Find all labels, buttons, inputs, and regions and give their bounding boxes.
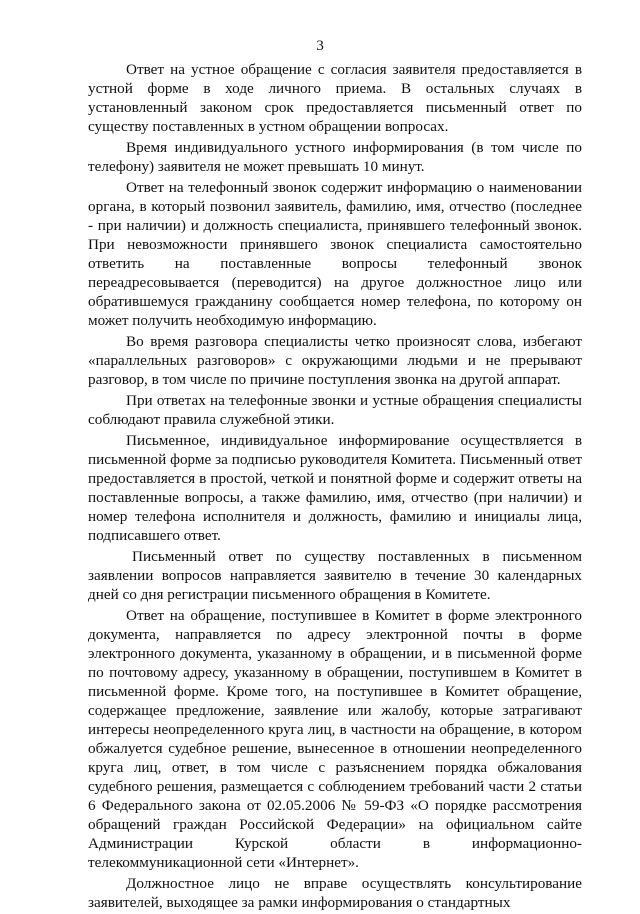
paragraph-electronic-response: Ответ на обращение, поступившее в Комитет в форме электронного документа, направляется по адресу электронной почты в форме электронного документа, указанному в обращении, и в письменной форме по почтовому адресу, указанному в обращении, поступившем в Комитет в письменной форме. Кроме того, на поступившее в Комитет обращение, содержащее предложение, заявление или жалобу, которые затрагивают интересы неопределенного круга лиц, в частности на обращение, в котором обжалуется судебное решение, вынесенное в отношении неопределенного круга лиц, ответ, в том числе с разъяснением порядка обжалования судебного решения, размещается с соблюдением требований части 2 статьи 6 Федерального закона от 02.05.2006 № 59-ФЗ «О порядке рассмотрения обращений граждан Российской Федерации» на официальном сайте Администрации Курской области в информационно-телекоммуникационной сети «Интернет». [88, 607, 582, 871]
document-body [88, 60, 582, 914]
page-number: 3 [316, 37, 324, 54]
paragraph-service-ethics: При ответах на телефонные звонки и устные обращения специалисты соблюдают правила служебной этики. [88, 392, 582, 428]
paragraph-written-info: Письменное, индивидуальное информирование осуществляется в письменной форме за подписью руководителя Комитета. Письменный ответ предоставляется в простой, четкой и понятной форме и содержит ответы на поставленные вопросы, а также фамилию, имя, отчество (при наличии) и номер телефона исполнителя и должность, фамилию и инициалы лица, подписавшего ответ. [88, 432, 582, 544]
paragraph-written-response-term: Письменный ответ по существу поставленных в письменном заявлении вопросов направляется заявителю в течение 30 календарных дней со дня регистрации письменного обращения в Комитете. [88, 548, 582, 603]
paragraph-official-restriction: Должностное лицо не вправе осуществлять консультирование заявителей, выходящее за рамки информирования о стандартных [88, 875, 582, 911]
paragraph-oral-time-limit: Время индивидуального устного информирования (в том числе по телефону) заявителя не может превышать 10 минут. [88, 139, 582, 175]
paragraph-oral-response: Ответ на устное обращение с согласия заявителя предоставляется в устной форме в ходе личного приема. В остальных случаях в установленный законом срок предоставляется письменный ответ по существу поставленных в устном обращении вопросах. [88, 61, 582, 135]
paragraph-conversation-rules: Во время разговора специалисты четко произносят слова, избегают «параллельных разговоров» с окружающими людьми и не прерывают разговор, в том числе по причине поступления звонка на другой аппарат. [88, 333, 582, 388]
paragraph-phone-call: Ответ на телефонный звонок содержит информацию о наименовании органа, в который позвонил заявитель, фамилию, имя, отчество (последнее - при наличии) и должность специалиста, принявшего телефонный звонок. При невозможности принявшего звонок специалиста самостоятельно ответить на поставленные вопросы телефонный звонок переадресовывается (переводится) на другое должностное лицо или обратившемуся гражданину сообщается номер телефона, по которому он может получить необходимую информацию. [88, 179, 582, 329]
